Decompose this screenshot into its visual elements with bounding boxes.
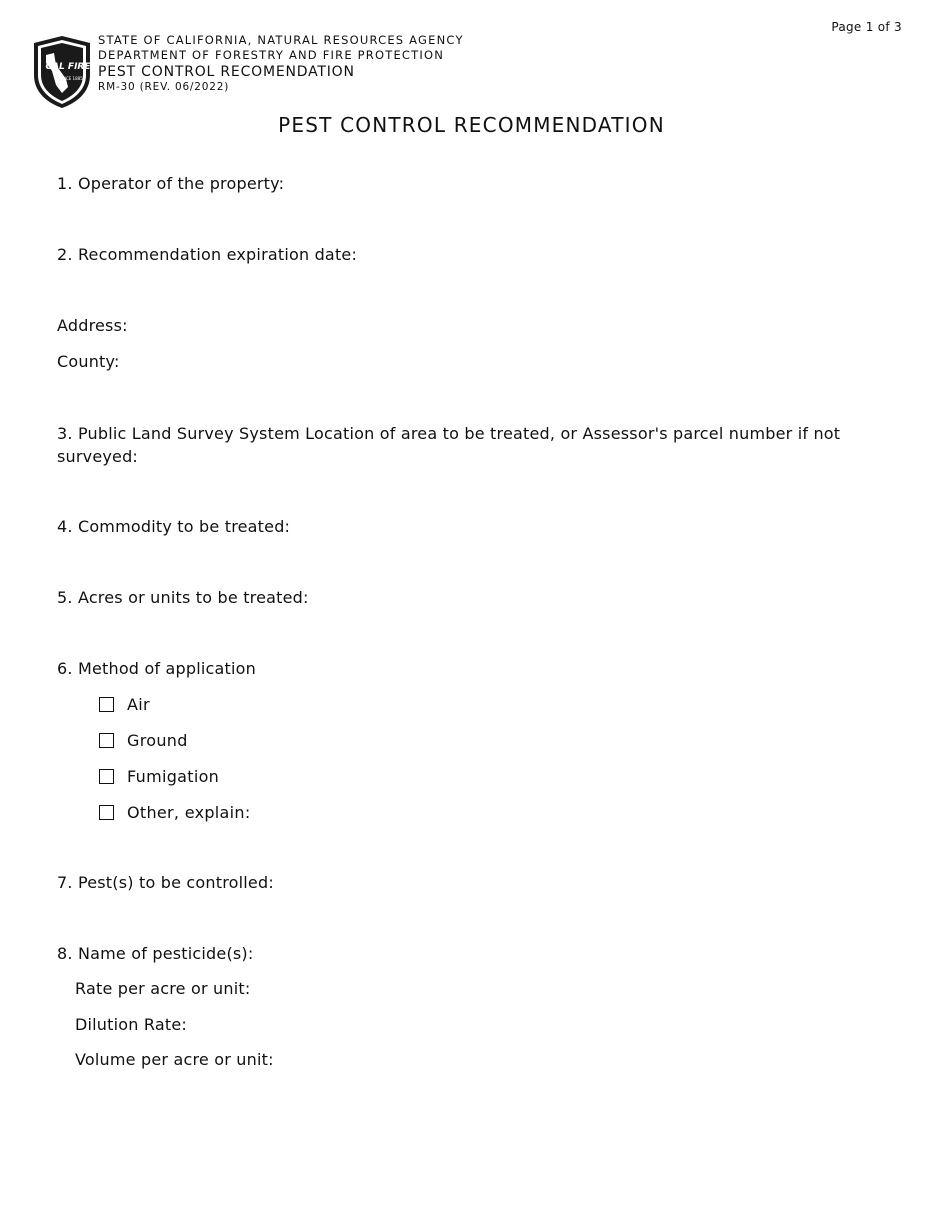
page-number: Page 1 of 3: [831, 20, 902, 34]
agency-line-1: STATE OF CALIFORNIA, NATURAL RESOURCES AGENCY: [98, 33, 464, 47]
air-checkbox[interactable]: [99, 697, 114, 712]
logo-text-primary: CAL FIRE: [45, 62, 91, 72]
other-label: Other, explain:: [127, 802, 251, 822]
volume-label: Volume per acre or unit:: [75, 1050, 274, 1069]
pests-label: 7. Pest(s) to be controlled:: [57, 873, 274, 892]
cal-fire-logo: [32, 35, 92, 109]
form-name: PEST CONTROL RECOMENDATION: [98, 64, 355, 80]
form-revision: RM-30 (REV. 06/2022): [98, 81, 230, 93]
acres-label: 5. Acres or units to be treated:: [57, 588, 309, 607]
method-option-ground: [99, 730, 188, 750]
method-option-fumigation: [99, 766, 219, 786]
location-label: 3. Public Land Survey System Location of area to be treated, or Assessor's parcel number if not surveyed:: [57, 424, 841, 466]
logo-text-secondary: SINCE 1885: [59, 76, 83, 81]
fumigation-checkbox[interactable]: [99, 769, 114, 784]
fumigation-label: Fumigation: [127, 766, 220, 786]
dilution-label: Dilution Rate:: [75, 1015, 187, 1034]
air-label: Air: [127, 694, 150, 714]
county-label: County:: [57, 352, 120, 371]
rate-label: Rate per acre or unit:: [75, 979, 251, 998]
page-title: PEST CONTROL RECOMMENDATION: [278, 113, 665, 137]
agency-header: [98, 35, 464, 93]
ground-label: Ground: [127, 730, 188, 750]
ground-checkbox[interactable]: [99, 733, 114, 748]
operator-label: 1. Operator of the property:: [57, 174, 285, 193]
address-label: Address:: [57, 316, 128, 335]
pesticide-name-label: 8. Name of pesticide(s):: [57, 944, 254, 963]
method-label: 6. Method of application: [57, 659, 257, 678]
agency-line-2: DEPARTMENT OF FORESTRY AND FIRE PROTECTION: [98, 48, 445, 62]
method-option-other: [99, 802, 251, 822]
commodity-label: 4. Commodity to be treated:: [57, 517, 291, 536]
method-option-air: [99, 694, 150, 714]
expiration-date-label: 2. Recommendation expiration date:: [57, 245, 358, 264]
other-checkbox[interactable]: [99, 805, 114, 820]
